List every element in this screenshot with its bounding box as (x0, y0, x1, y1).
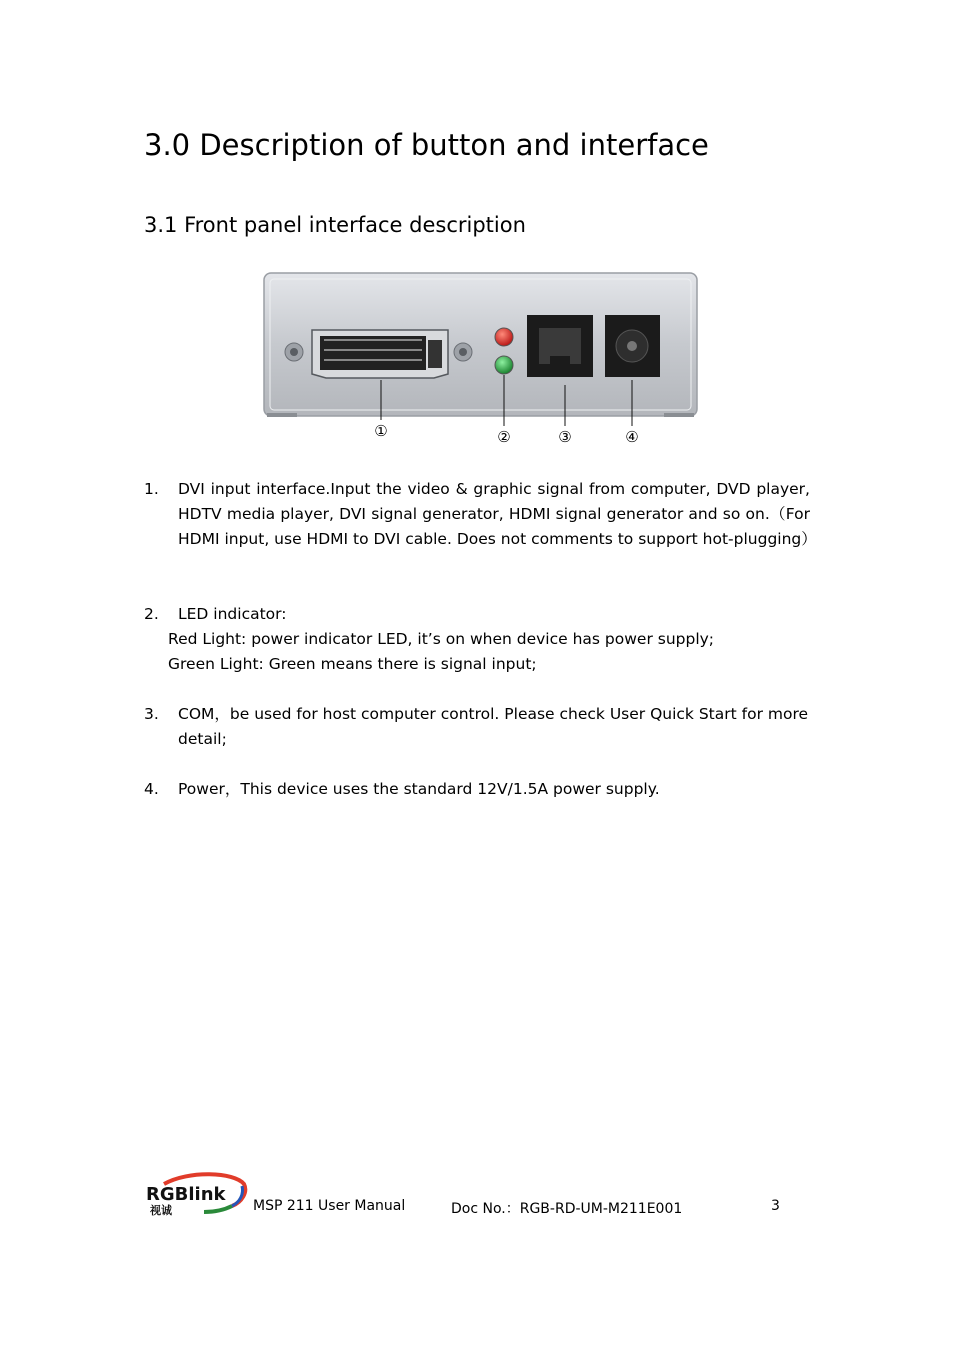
green-led-icon (495, 356, 513, 374)
list-item-detail: Red Light: power indicator LED, it’s on when device has power supply; (168, 630, 715, 648)
list-item-detail: Green Light: Green means there is signal input; (168, 655, 537, 673)
page-title: 3.0 Description of button and interface (144, 128, 709, 162)
footer-manual-title: MSP 211 User Manual (253, 1198, 406, 1214)
callout-3: ③ (558, 428, 572, 446)
page-number: 3 (771, 1198, 780, 1214)
callout-2: ② (497, 428, 511, 446)
callout-1: ① (374, 422, 388, 440)
list-item-number: 3. (144, 705, 159, 723)
footer-doc-number: Doc No.：RGB-RD-UM-M211E001 (451, 1201, 683, 1217)
rgblink-logo (144, 1172, 248, 1218)
section-heading: 3.1 Front panel interface description (144, 213, 526, 237)
list-item-text: Power，This device uses the standard 12V/1.5A power supply. (178, 780, 660, 798)
front-panel-figure (262, 270, 700, 450)
list-item-text: COM，be used for host computer control. Please check User Quick Start for more detail; (178, 705, 809, 748)
callout-4: ④ (625, 428, 639, 446)
svg-text:RGBlink: RGBlink (146, 1184, 226, 1205)
list-item-number: 4. (144, 780, 159, 798)
red-led-icon (495, 328, 513, 346)
svg-text:视诚: 视诚 (150, 1204, 172, 1217)
list-item-number: 1. (144, 480, 159, 498)
list-item-number: 2. (144, 605, 159, 623)
list-item-text: DVI input interface.Input the video & graphic signal from computer, DVD player, HDTV media player, DVI signal generator, HDMI signal generator and so on.（For HDMI input, use HDMI to DVI cable. Does not comments to support hot-plugging） (178, 480, 817, 548)
list-item-text: LED indicator: (178, 605, 287, 623)
